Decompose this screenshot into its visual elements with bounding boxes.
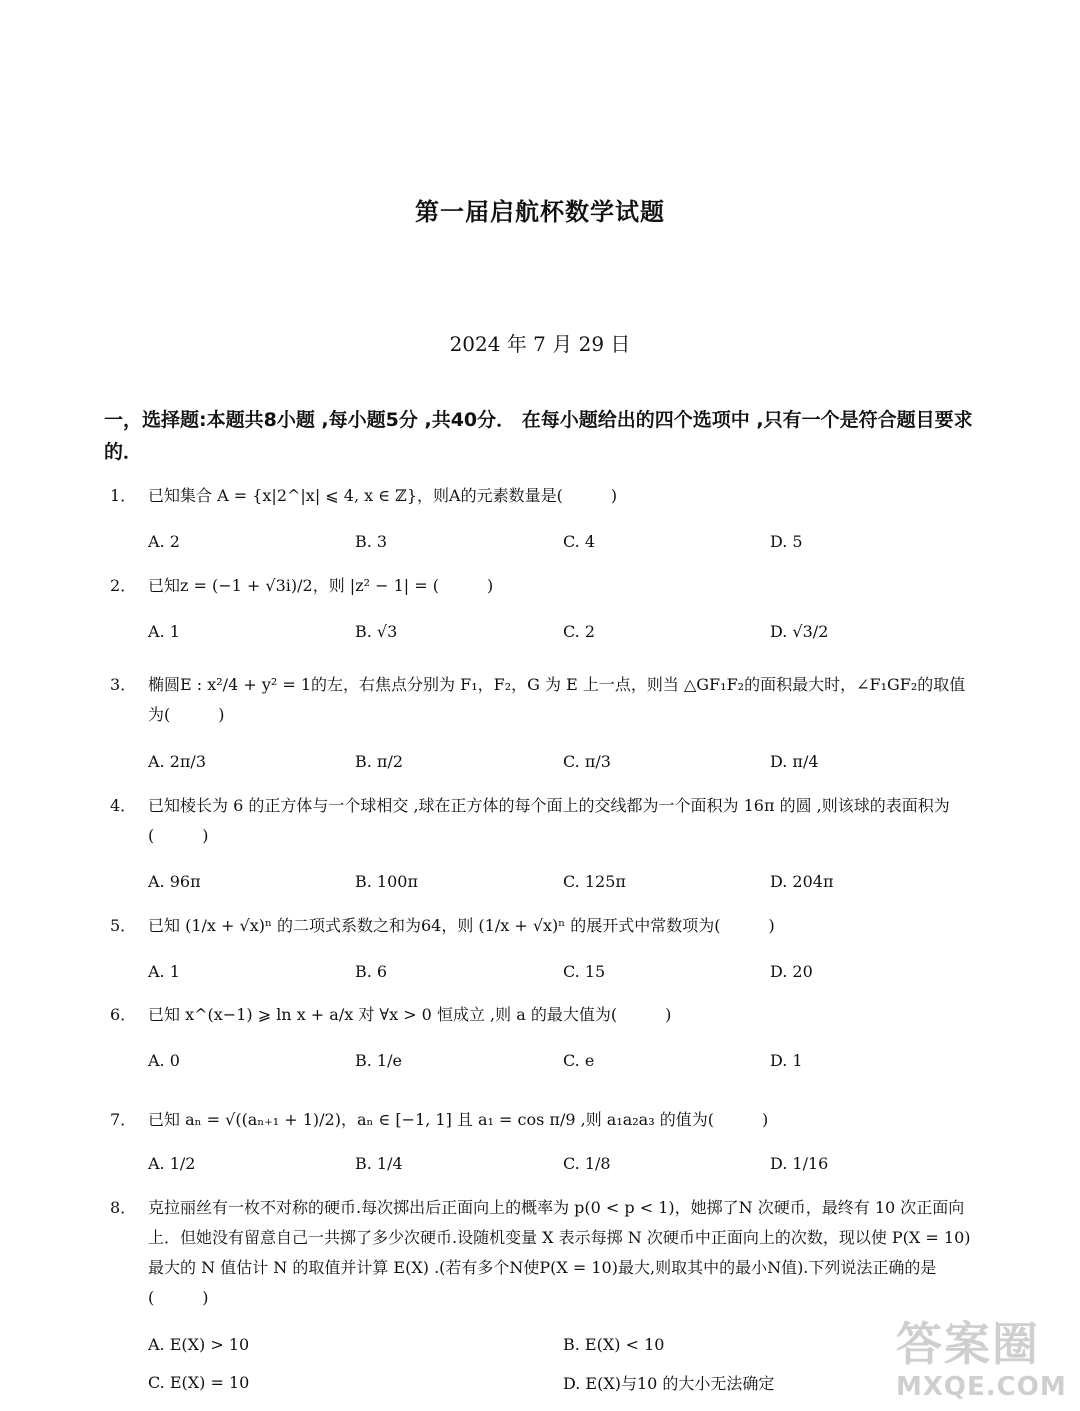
options-4	[148, 861, 980, 901]
option-b: B. 6	[355, 961, 388, 981]
question-number: 6．	[110, 1005, 137, 1024]
option-b: B. √3	[355, 621, 398, 641]
options-5	[148, 951, 980, 991]
options-8-row-2	[148, 1362, 980, 1402]
question-stem: 已知 (1/x + √x)ⁿ 的二项式系数之和为64，则 (1/x + √x)ⁿ 的展开式中常数项为( )	[148, 916, 775, 935]
question-2	[110, 571, 980, 601]
question-number: 7．	[110, 1110, 137, 1129]
option-a: A. 1/2	[148, 1153, 196, 1173]
option-a: A. 1	[148, 961, 180, 981]
options-6	[148, 1040, 980, 1080]
option-c: C. 125π	[563, 871, 626, 891]
question-stem: 已知 x^(x−1) ⩾ ln x + a/x 对 ∀x > 0 恒成立 ,则 a 的最大值为( )	[148, 1005, 672, 1024]
question-stem: 已知棱长为 6 的正方体与一个球相交 ,球在正方体的每个面上的交线都为一个面积为 16π 的圆 ,则该球的表面积为( )	[148, 796, 950, 845]
option-b: B. E(X) < 10	[563, 1334, 665, 1354]
question-8	[110, 1193, 980, 1313]
options-7	[148, 1143, 980, 1183]
question-7	[110, 1105, 980, 1135]
question-number: 8．	[110, 1198, 137, 1217]
question-number: 1．	[110, 486, 137, 505]
options-8-row-1	[148, 1324, 980, 1364]
watermark-logo	[896, 1316, 1076, 1408]
option-d: D. 20	[770, 961, 813, 981]
question-1	[110, 481, 980, 511]
option-a: A. 96π	[148, 871, 201, 891]
option-a: A. 1	[148, 621, 180, 641]
option-c: C. 4	[563, 531, 596, 551]
option-c: C. e	[563, 1050, 595, 1070]
question-stem: 已知集合 A = {x|2^|x| ⩽ 4, x ∈ ℤ}，则A的元素数量是( )	[148, 486, 618, 505]
option-c: C. 1/8	[563, 1153, 611, 1173]
watermark-text: 答案圈	[896, 1317, 1040, 1371]
question-stem: 已知 aₙ = √((aₙ₊₁ + 1)/2)，aₙ ∈ [−1, 1] 且 a₁ = cos π/9 ,则 a₁a₂a₃ 的值为( )	[148, 1110, 769, 1129]
option-b: B. 1/e	[355, 1050, 402, 1070]
option-a: A. E(X) > 10	[148, 1334, 250, 1354]
options-1	[148, 521, 980, 561]
options-2	[148, 611, 980, 651]
question-4	[110, 791, 980, 851]
page-title: 第一届启航杯数学试题	[415, 198, 665, 226]
question-3	[110, 670, 980, 730]
question-number: 4．	[110, 796, 137, 815]
question-stem: 椭圆E : x²/4 + y² = 1的左，右焦点分别为 F₁，F₂，G 为 E 上一点，则当 △GF₁F₂的面积最大时，∠F₁GF₂的取值为( )	[148, 675, 966, 724]
option-a: A. 0	[148, 1050, 180, 1070]
option-b: B. π/2	[355, 751, 404, 771]
option-d: D. 1	[770, 1050, 803, 1070]
option-d: D. E(X)与10 的大小无法确定	[563, 1373, 775, 1393]
option-d: D. 204π	[770, 871, 834, 891]
question-stem: 已知z = (−1 + √3i)/2，则 |z² − 1| = ( )	[148, 576, 494, 595]
options-3	[148, 741, 980, 781]
question-6	[110, 1000, 980, 1030]
question-stem: 克拉丽丝有一枚不对称的硬币.每次掷出后正面向上的概率为 p(0 < p < 1)，她掷了N 次硬币，最终有 10 次正面向上．但她没有留意自己一共掷了多少次硬币.设随机变量 X 表示每掷 N 次硬币中正面向上的次数，现以使 P(X = 10) 最大的 N 值估计 N 的取值并计算 E(X) .(若有多个N使P(X = 10)最大,则取其中的最小N值).下列说法正确的是( )	[148, 1198, 971, 1307]
option-d: D. √3/2	[770, 621, 829, 641]
question-number: 3．	[110, 675, 137, 694]
option-b: B. 100π	[355, 871, 418, 891]
option-b: B. 1/4	[355, 1153, 403, 1173]
option-d: D. 5	[770, 531, 803, 551]
option-d: D. π/4	[770, 751, 819, 771]
option-a: A. 2	[148, 531, 180, 551]
option-a: A. 2π/3	[148, 751, 206, 771]
option-c: C. E(X) = 10	[148, 1372, 250, 1392]
exam-date: 2024 年 7 月 29 日	[449, 332, 631, 356]
option-c: C. π/3	[563, 751, 611, 771]
section-heading: 一，选择题:本题共8小题 ,每小题5分 ,共40分． 在每小题给出的四个选项中 ,只有一个是符合题目要求的．	[104, 409, 973, 463]
option-b: B. 3	[355, 531, 388, 551]
option-c: C. 15	[563, 961, 606, 981]
question-number: 5．	[110, 916, 137, 935]
option-c: C. 2	[563, 621, 596, 641]
question-5	[110, 911, 980, 941]
question-number: 2．	[110, 576, 137, 595]
watermark-url: MXQE.COM	[896, 1372, 1067, 1402]
option-d: D. 1/16	[770, 1153, 829, 1173]
